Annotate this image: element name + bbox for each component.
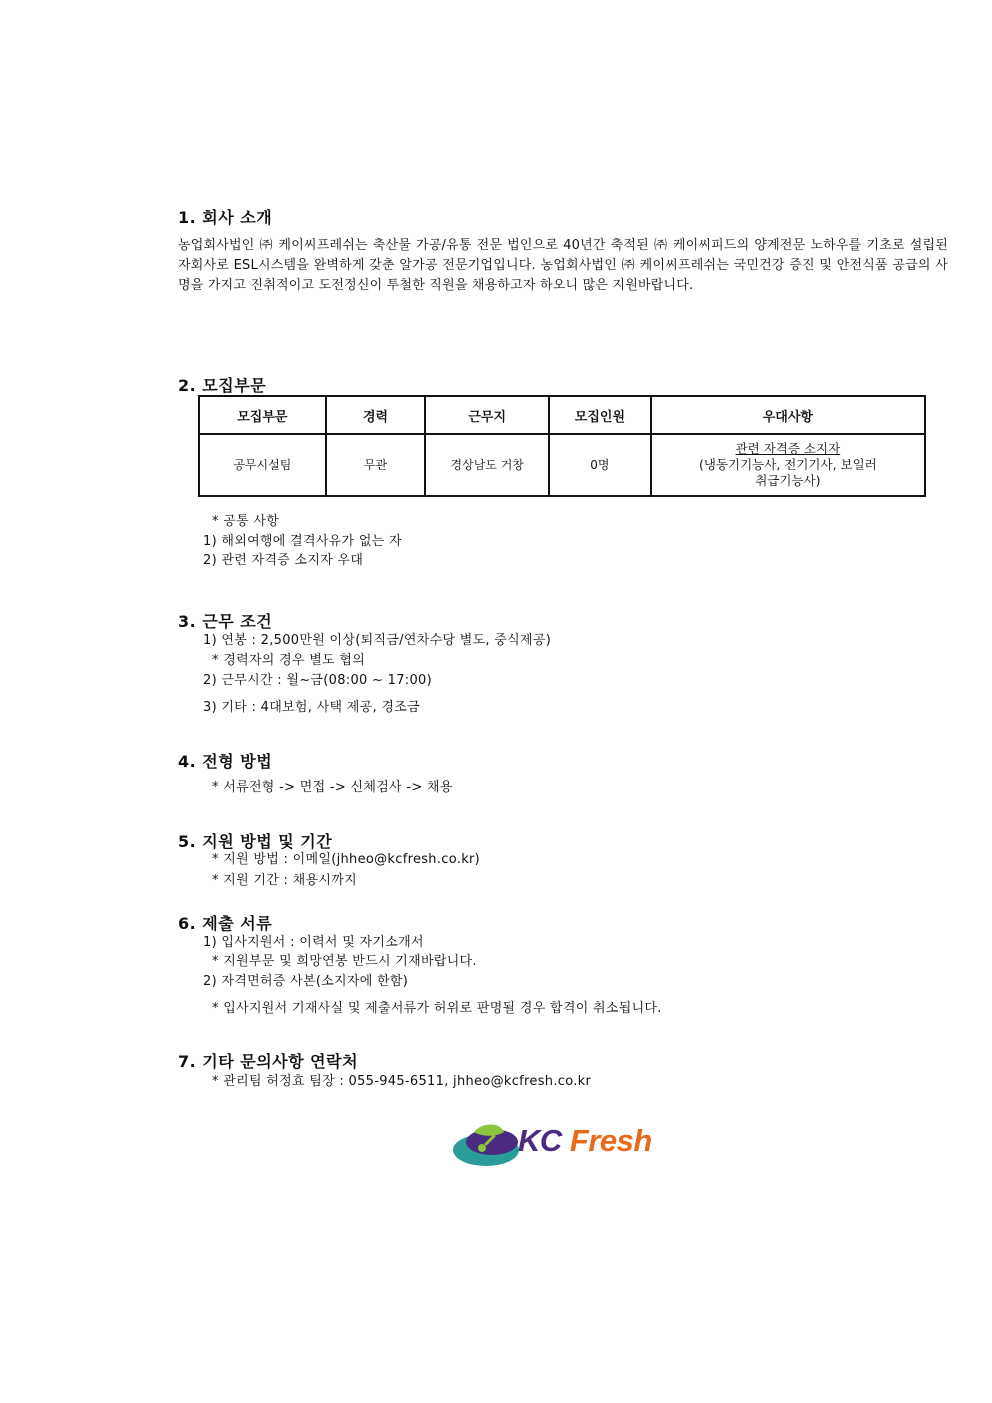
section-6-heading: 6. 제출 서류	[178, 914, 273, 933]
logo-fresh-text: Fresh	[569, 1123, 652, 1158]
documents-line-1: 1) 입사지원서 : 이력서 및 자기소개서	[203, 935, 424, 950]
common-note-2: 2) 관련 자격증 소지자 우대	[203, 553, 364, 568]
preference-line-2: 취급기능사)	[755, 473, 821, 488]
documents-note-1: * 지원부문 및 희망연봉 반드시 기재바랍니다.	[212, 954, 477, 969]
logo-kc-text: KC	[518, 1123, 562, 1158]
kc-fresh-logo	[452, 1118, 662, 1170]
section-7-heading: 7. 기타 문의사항 연락처	[178, 1052, 359, 1071]
salary-line: 1) 연봉 : 2,500만원 이상(퇴직금/연차수당 별도, 중식제공)	[203, 633, 552, 648]
career-note-line: * 경력자의 경우 별도 협의	[212, 653, 366, 668]
section-1-heading: 1. 회사 소개	[178, 208, 273, 227]
preference-title: 관련 자격증 소지자	[735, 441, 841, 456]
cell-location: 경상남도 거창	[425, 434, 549, 496]
section-3-heading: 3. 근무 조건	[178, 612, 273, 631]
section-4-heading: 4. 전형 방법	[178, 752, 273, 771]
apply-period-line: * 지원 기간 : 채용시까지	[212, 873, 357, 888]
table-header-row	[199, 396, 925, 434]
company-intro-text: 농업회사법인 ㈜ 케이씨프레쉬는 축산물 가공/유통 전문 법인으로 40년간 축적된 ㈜ 케이씨피드의 양계전문 노하우를 기초로 설립된 자회사로 ESL시스템을 완벽하게 갖춘 알가공 전문기업입니다. 농업회사법인 ㈜ 케이씨프레쉬는 국민건강 증진 및 안전식품 공급의 사명을 가지고 진취적이고 도전정신이 투철한 직원을 채용하고자 하오니 많은 지원바랍니다.	[178, 238, 948, 293]
cell-count: 0명	[549, 434, 651, 496]
table-row	[199, 434, 925, 496]
common-note-1: 1) 해외여행에 결격사유가 없는 자	[203, 534, 402, 549]
documents-warning: * 입사지원서 기재사실 및 제출서류가 허위로 판명될 경우 합격이 취소됩니다.	[212, 1001, 662, 1016]
header-location: 근무지	[425, 396, 549, 434]
cell-preference	[651, 434, 925, 496]
section-5-heading: 5. 지원 방법 및 기간	[178, 832, 333, 851]
logo-wordmark	[518, 1123, 652, 1159]
section-2-heading: 2. 모집부문	[178, 376, 267, 395]
cell-career: 무관	[326, 434, 426, 496]
work-hours-line: 2) 근무시간 : 월~금(08:00 ~ 17:00)	[203, 673, 432, 688]
recruitment-table	[198, 395, 926, 497]
contact-line: * 관리팀 허정효 팀장 : 055-945-6511, jhheo@kcfresh.co.kr	[212, 1074, 592, 1089]
selection-process-line: * 서류전형 -> 면접 -> 신체검사 -> 채용	[212, 780, 453, 795]
documents-line-2: 2) 자격면허증 사본(소지자에 한함)	[203, 974, 409, 989]
header-preference: 우대사항	[651, 396, 925, 434]
preference-line-1: (냉동기기능사, 전기기사, 보일러	[699, 457, 877, 472]
apply-method-line: * 지원 방법 : 이메일(jhheo@kcfresh.co.kr)	[212, 852, 481, 867]
benefits-line: 3) 기타 : 4대보험, 사택 제공, 경조금	[203, 700, 420, 715]
cell-dept: 공무시설팀	[199, 434, 326, 496]
header-career: 경력	[326, 396, 426, 434]
header-dept: 모집부문	[199, 396, 326, 434]
logo-mark-icon	[452, 1118, 522, 1170]
header-count: 모집인원	[549, 396, 651, 434]
common-notes-title: * 공통 사항	[212, 514, 280, 529]
